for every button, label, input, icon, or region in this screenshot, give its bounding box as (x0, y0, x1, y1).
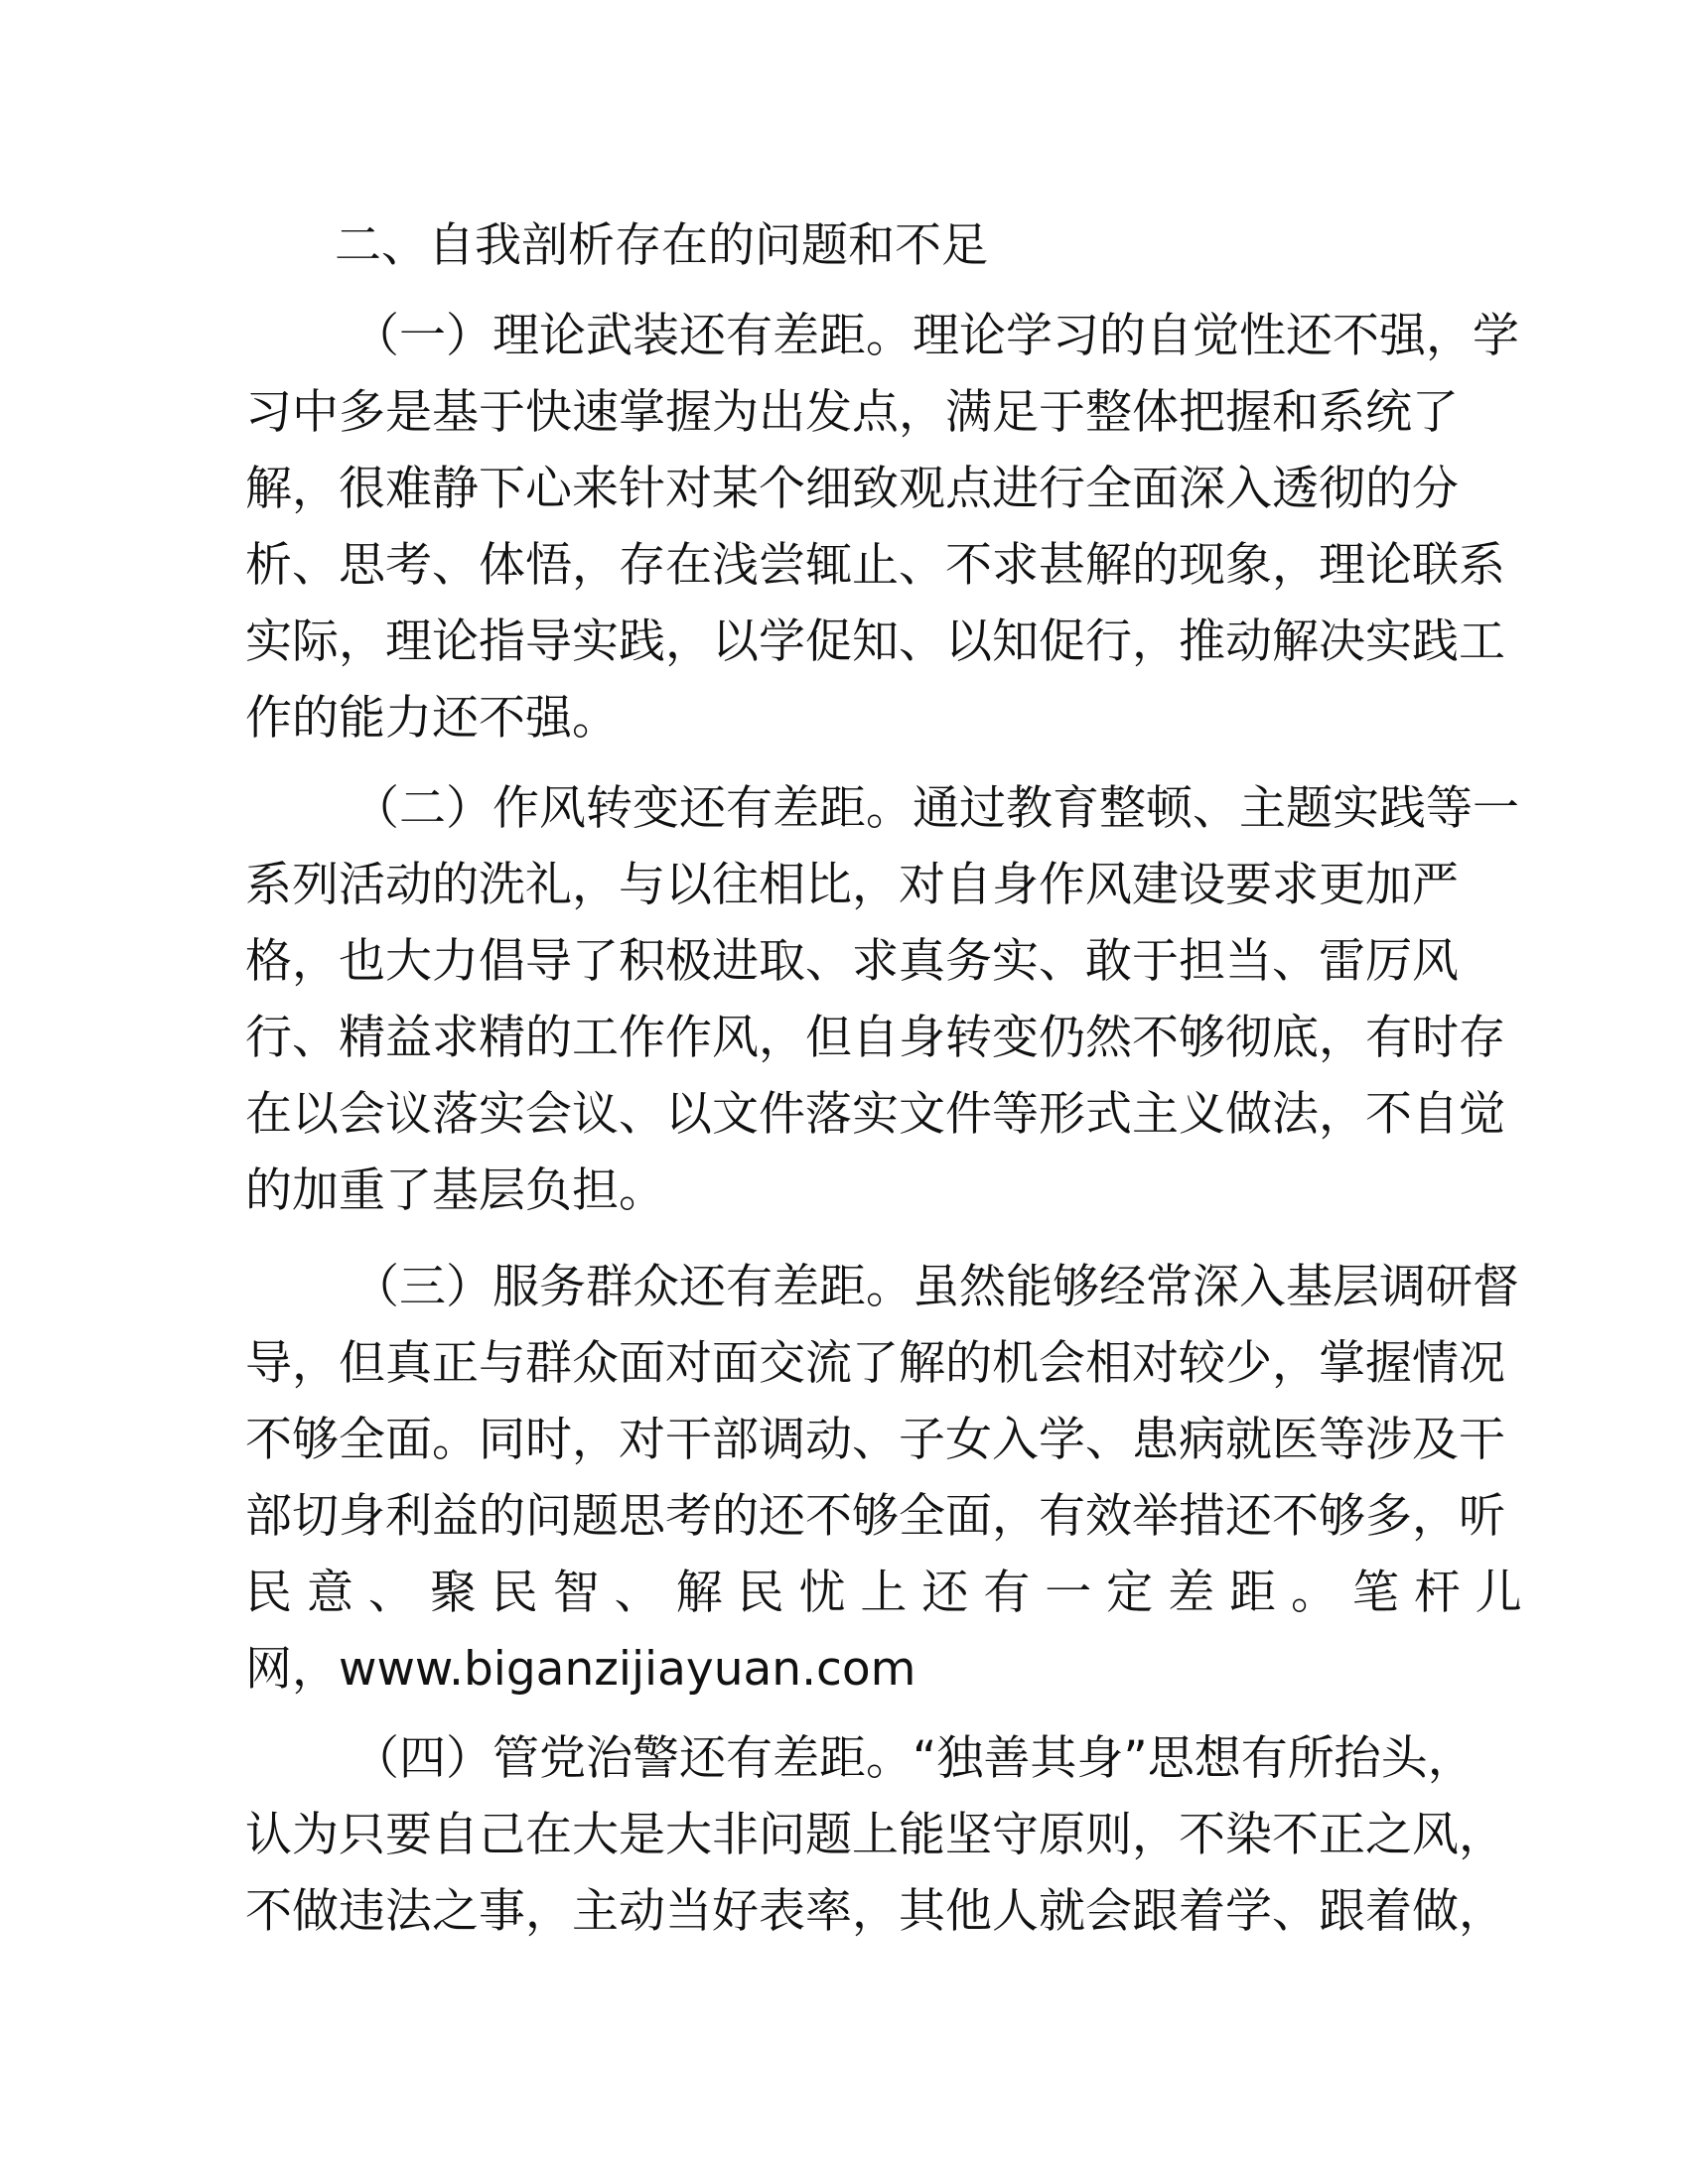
text-line: 格，也大力倡导了积极进取、求真务实、敢于担当、雷厉风 (245, 934, 1459, 989)
text-line: （四）管党治警还有差距。“独善其身”思想有所抬头， (352, 1731, 1475, 1786)
text-line: 作的能力还不强。 (245, 691, 619, 746)
paragraph-3 (245, 1249, 1522, 1707)
paragraph-4 (245, 1720, 1505, 1950)
text-line: 系列活动的洗礼，与以往相比，对自身作风建设要求更加严 (245, 858, 1459, 912)
text-line: （一）理论武装还有差距。理论学习的自觉性还不强，学 (352, 309, 1519, 363)
paragraph-1 (245, 298, 1519, 756)
text-line: 实际，理论指导实践，以学促知、以知促行，推动解决实践工 (245, 614, 1505, 669)
text-line: （二）作风转变还有差距。通过教育整顿、主题实践等一 (352, 781, 1519, 836)
text-line: 的加重了基层负担。 (245, 1163, 665, 1218)
text-line: 民 意 、 聚 民 智 、 解 民 忧 上 还 有 一 定 差 距 。 笔 杆 儿 (245, 1566, 1522, 1620)
text-line: 行、精益求精的工作作风，但自身转变仍然不够彻底，有时存 (245, 1011, 1505, 1065)
text-line: 部切身利益的问题思考的还不够全面，有效举措还不够多，听 (245, 1489, 1505, 1544)
section-heading: 二、自我剖析存在的问题和不足 (335, 218, 988, 273)
text-line: 习中多是基于快速掌握为出发点，满足于整体把握和系统了 (245, 385, 1459, 440)
text-line: 析、思考、体悟，存在浅尝辄止、不求甚解的现象，理论联系 (245, 538, 1505, 593)
text-line: （三）服务群众还有差距。虽然能够经常深入基层调研督 (352, 1260, 1519, 1314)
text-line: 导，但真正与群众面对面交流了解的机会相对较少，掌握情况 (245, 1336, 1505, 1391)
text-line: 不够全面。同时，对干部调动、子女入学、患病就医等涉及干 (245, 1413, 1505, 1467)
text-line: 不做违法之事，主动当好表率，其他人就会跟着学、跟着做， (245, 1884, 1505, 1939)
text-line: 在以会议落实会议、以文件落实文件等形式主义做法，不自觉 (245, 1087, 1505, 1142)
text-line: 网，www.biganzijiayuan.com (245, 1642, 916, 1697)
paragraph-2 (245, 770, 1519, 1229)
text-line: 认为只要自己在大是大非问题上能坚守原则，不染不正之风， (245, 1808, 1505, 1862)
text-line: 解，很难静下心来针对某个细致观点进行全面深入透彻的分 (245, 462, 1459, 516)
